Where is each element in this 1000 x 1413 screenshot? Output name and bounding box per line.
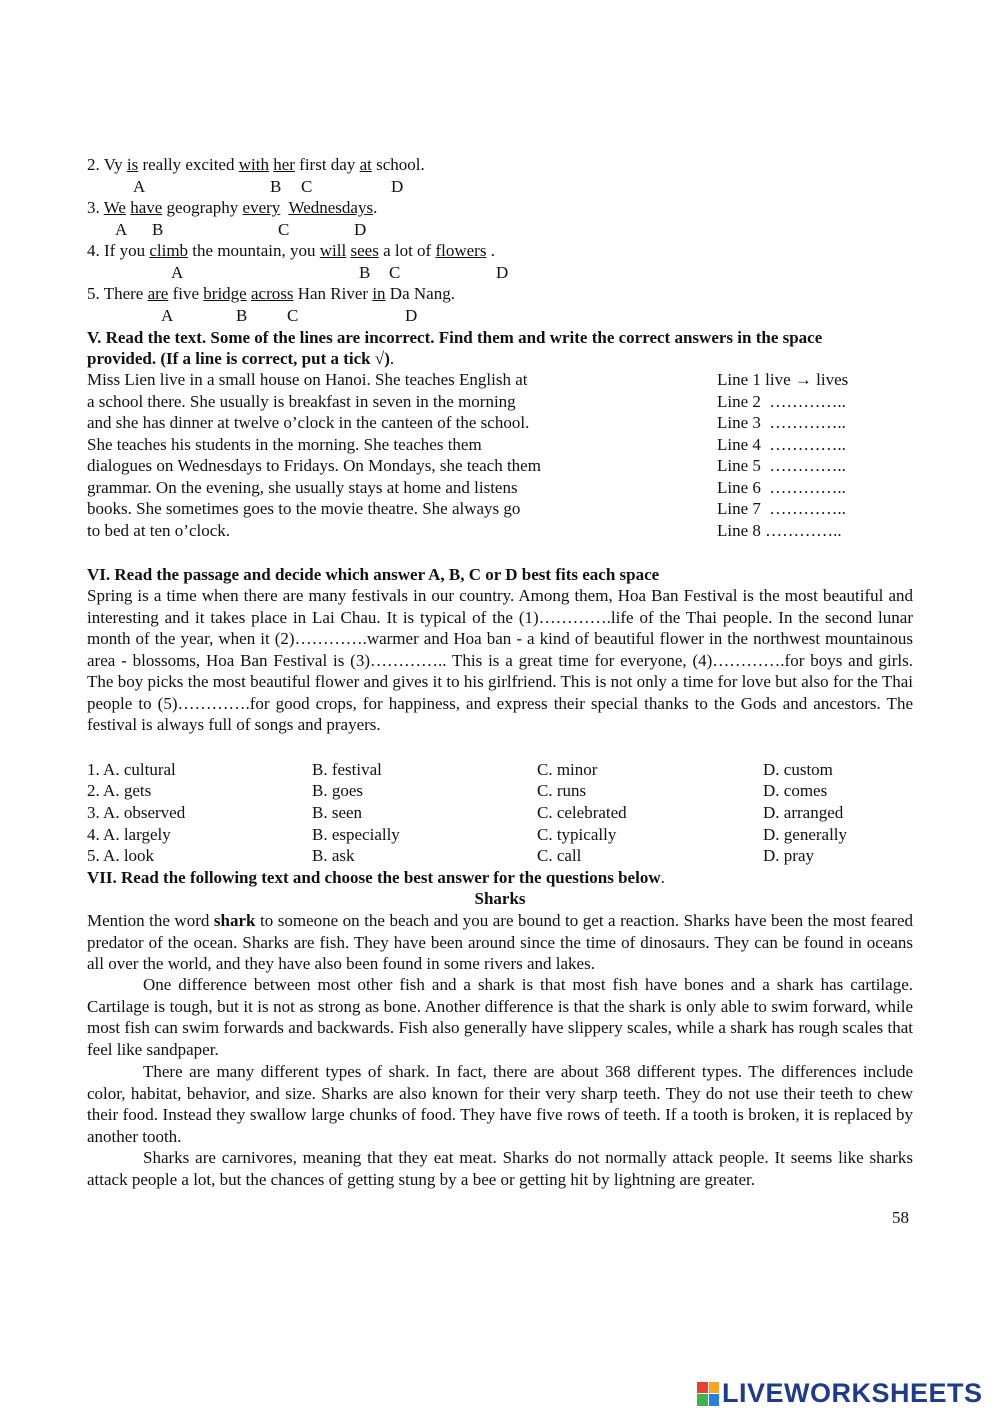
answer-line-3[interactable]: Line 3 …………..: [717, 413, 846, 432]
liveworksheets-logo: [697, 1378, 983, 1409]
q3-option-d[interactable]: D. arranged: [763, 803, 844, 822]
q2-letter-a: A: [133, 177, 146, 196]
answer-line-5[interactable]: Line 5 …………..: [717, 456, 846, 475]
sharks-paragraph-2: One difference between most other fish and a shark is that most fish have bones and a shark has cartilage. Cartilage is tough, but it is not as strong as bone. Another difference is that the shark is only able to swim forward, while most fish can swim forwards and backwards. Fish also generally have slippery scales, while a shark has rough scales that feel like sandpaper.: [87, 975, 913, 1059]
q2-option-a[interactable]: 2. A. gets: [87, 781, 152, 800]
answer-line-1: Line 1 live → lives: [717, 370, 849, 389]
part5-line-2: a school there. She usually is breakfast in seven in the morning: [87, 392, 516, 411]
q4-letter-a: A: [171, 263, 184, 282]
q2-option-c[interactable]: C. runs: [537, 781, 587, 800]
q4-option-d[interactable]: D. generally: [763, 825, 848, 844]
q4-letter-c: C: [389, 263, 401, 282]
q5-option-a[interactable]: 5. A. look: [87, 846, 155, 865]
sharks-paragraph-1: Mention the word shark to someone on the beach and you are bound to get a reaction. Sharks have been the most feared predator of the ocean. Sharks are fish. They have been around since the time of dinosaurs. They can be found in oceans all over the world, and they have also been found in some rivers and lakes.: [87, 911, 913, 973]
q5-letter-d: D: [405, 306, 418, 325]
q3-letter-c: C: [278, 220, 290, 239]
liveworksheets-logo-icon: [697, 1382, 719, 1406]
q3-option-b[interactable]: B. seen: [312, 803, 363, 822]
q4-letter-b: B: [359, 263, 371, 282]
q1-option-d[interactable]: D. custom: [763, 760, 833, 779]
question-4: 4. If you climb the mountain, you will sees a lot of flowers .: [87, 241, 495, 260]
part6-heading: VI. Read the passage and decide which answer A, B, C or D best fits each space: [87, 565, 660, 584]
answer-line-6[interactable]: Line 6 …………..: [717, 478, 846, 497]
q5-letter-c: C: [287, 306, 299, 325]
q2-letter-c: C: [301, 177, 313, 196]
q5-option-b[interactable]: B. ask: [312, 846, 355, 865]
part5-line-7: books. She sometimes goes to the movie theatre. She always go: [87, 499, 521, 518]
part5-line-1: Miss Lien live in a small house on Hanoi. She teaches English at: [87, 370, 528, 389]
q4-letter-d: D: [496, 263, 509, 282]
answer-line-4[interactable]: Line 4 …………..: [717, 435, 846, 454]
part5-heading: V. Read the text. Some of the lines are incorrect. Find them and write the correct answers in the space: [87, 328, 823, 347]
answer-line-8[interactable]: Line 8 …………..: [717, 521, 842, 540]
q3-letter-d: D: [354, 220, 367, 239]
q3-letter-a: A: [115, 220, 128, 239]
q3-option-c[interactable]: C. celebrated: [537, 803, 627, 822]
passage-title: Sharks: [474, 889, 526, 908]
part5-heading-2: provided. (If a line is correct, put a tick √).: [87, 349, 395, 368]
q2-option-d[interactable]: D. comes: [763, 781, 828, 800]
q1-option-a[interactable]: 1. A. cultural: [87, 760, 176, 779]
part5-line-5: dialogues on Wednesdays to Fridays. On Mondays, she teach them: [87, 456, 541, 475]
question-2: 2. Vy is really excited with her first day at school.: [87, 155, 425, 174]
part5-line-3: and she has dinner at twelve o’clock in the canteen of the school.: [87, 413, 530, 432]
q5-option-d[interactable]: D. pray: [763, 846, 814, 865]
answer-line-7[interactable]: Line 7 …………..: [717, 499, 846, 518]
q4-option-b[interactable]: B. especially: [312, 825, 400, 844]
part5-line-4: She teaches his students in the morning. She teaches them: [87, 435, 482, 454]
q1-option-b[interactable]: B. festival: [312, 760, 382, 779]
liveworksheets-logo-text: LIVEWORKSHEETS: [722, 1378, 983, 1408]
page-number: 58: [892, 1208, 909, 1227]
q3-option-a[interactable]: 3. A. observed: [87, 803, 186, 822]
q2-option-b[interactable]: B. goes: [312, 781, 363, 800]
q1-option-c[interactable]: C. minor: [537, 760, 598, 779]
answer-line-2[interactable]: Line 2 …………..: [717, 392, 846, 411]
q5-letter-b: B: [236, 306, 248, 325]
sharks-paragraph-4: Sharks are carnivores, meaning that they eat meat. Sharks do not normally attack people. It seems like sharks attack people a lot, but the chances of getting stung by a bee or getting hit by lightning are greater.: [87, 1148, 913, 1189]
q3-letter-b: B: [152, 220, 164, 239]
q4-option-c[interactable]: C. typically: [537, 825, 617, 844]
q5-option-c[interactable]: C. call: [537, 846, 582, 865]
question-3: 3. We have geography every Wednesdays.: [87, 198, 378, 217]
q5-letter-a: A: [161, 306, 174, 325]
sharks-paragraph-3: There are many different types of shark. In fact, there are about 368 different types. The differences include color, habitat, behavior, and size. Sharks are also known for their very sharp teeth. They do not use their teeth to chew their food. Instead they swallow large chunks of food. They have five rows of teeth. If a tooth is broken, it is replaced by another tooth.: [87, 1062, 913, 1146]
q2-letter-d: D: [391, 177, 404, 196]
q2-letter-b: B: [270, 177, 282, 196]
part5-line-6: grammar. On the evening, she usually stays at home and listens: [87, 478, 518, 497]
part7-heading: VII. Read the following text and choose the best answer for the questions below.: [87, 868, 665, 887]
question-5: 5. There are five bridge across Han River in Da Nang.: [87, 284, 455, 303]
part6-passage: Spring is a time when there are many festivals in our country. Among them, Hoa Ban Festival is the most beautiful and interesting and it takes place in Lai Chau. It is typical of the (1)………….life of the Thai people. In the second lunar month of the year, when it (2)………….warmer and Hoa ban - a kind of beautiful flower in the northwest mountainous area - blossoms, Hoa Ban Festival is (3)………….. This is a great time for everyone, (4)………….for boys and girls. The boy picks the most beautiful flower and gives it to his girlfriend. This is not only a time for love but also for the Thai people to (5)………….for good crops, for happiness, and express their special thanks to the Gods and ancestors. The festival is always full of songs and prayers.: [87, 586, 913, 734]
q4-option-a[interactable]: 4. A. largely: [87, 825, 171, 844]
part5-line-8: to bed at ten o’clock.: [87, 521, 231, 540]
